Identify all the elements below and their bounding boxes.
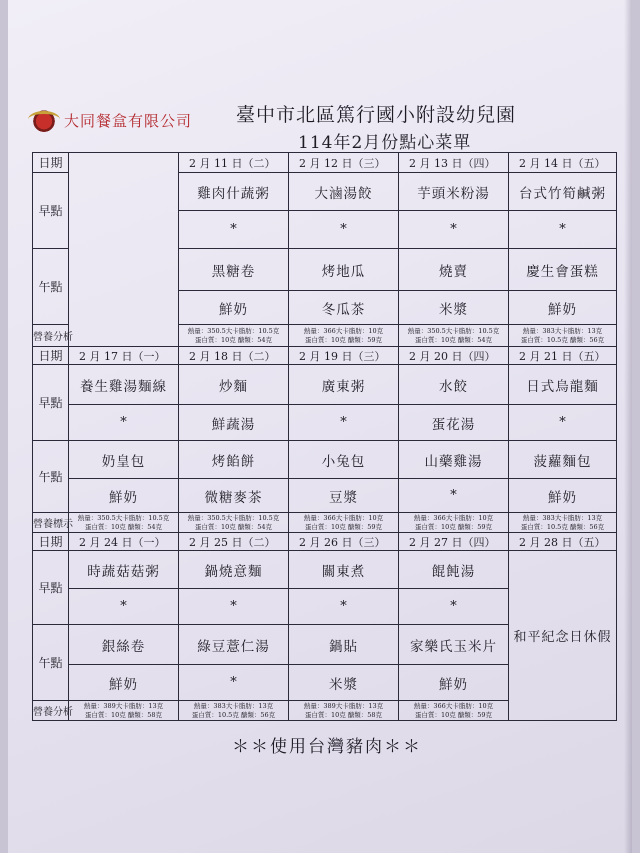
nutrition-line: 熱量：383大卡脂肪：13克 (522, 326, 603, 335)
week3-day4-nutrition (399, 701, 509, 721)
week3-day1-lunch: 銀絲卷 (69, 625, 179, 665)
week2-lunch-row2 (33, 479, 617, 513)
week2-day5-lunch: 菠蘿麵包 (509, 441, 617, 479)
nutrition-line: 蛋白質：10.5克 醣類：56克 (520, 522, 605, 531)
week3-day3-nutrition (289, 701, 399, 721)
nutrition-line: 蛋白質：10克 醣類：58克 (304, 710, 383, 719)
week3-day2-lunch: 綠豆薏仁湯 (179, 625, 289, 665)
week1-day2-breakfast: 雞肉什蔬粥 (179, 173, 289, 211)
week2-day3-nutrition (289, 513, 399, 533)
week3-day3-lunch: 鍋貼 (289, 625, 399, 665)
week2-breakfast-row2 (33, 405, 617, 441)
week1-day5-nutrition (509, 325, 617, 347)
week1-day2-nutrition (179, 325, 289, 347)
page-title: 臺中市北區篤行國小附設幼兒園 (236, 104, 517, 126)
week2-day4-breakfast-side: 蛋花湯 (399, 405, 509, 441)
nutrition-line: 熱量：383大卡脂肪：13克 (522, 513, 603, 522)
week2-day1-lunch: 奶皇包 (69, 441, 179, 479)
nutrition-label: 營養分析 (33, 325, 69, 347)
nutrition-line: 蛋白質：10克 醣類：54克 (414, 335, 493, 344)
week1-day4-breakfast-side: * (399, 211, 509, 249)
week3-day4-breakfast: 餛飩湯 (399, 551, 509, 589)
week3-day4-date: 2 月 27 日（四） (399, 533, 509, 551)
week2-day2-lunch: 烤餡餅 (179, 441, 289, 479)
nutrition-line: 蛋白質：10克 醣類：59克 (414, 710, 493, 719)
footer-note: ＊＊使用台灣豬肉＊＊ (232, 737, 422, 757)
breakfast-label: 早點 (33, 365, 69, 441)
week3-day1-drink: 鮮奶 (69, 665, 179, 701)
menu-sheet (8, 0, 632, 853)
nutrition-line: 熱量：350.5大卡脂肪：10.5克 (407, 326, 500, 335)
week1-day2-lunch: 黑糖卷 (179, 249, 289, 291)
week2-day1-breakfast: 養生雞湯麵線 (69, 365, 179, 405)
week3-day4-breakfast-side: * (399, 589, 509, 625)
week2-day3-breakfast: 廣東粥 (289, 365, 399, 405)
week1-day3-nutrition (289, 325, 399, 347)
week3-day1-breakfast-side: * (69, 589, 179, 625)
nutrition-line: 熱量：383大卡脂肪：13克 (193, 701, 274, 710)
nutrition-line: 蛋白質：10克 醣類：58克 (84, 710, 163, 719)
nutrition-label: 營養分析 (33, 701, 69, 721)
week2-day1-date: 2 月 17 日（一） (69, 347, 179, 365)
week2-day4-breakfast: 水餃 (399, 365, 509, 405)
week1-day5-date: 2 月 14 日（五） (509, 153, 617, 173)
week3-day2-nutrition (179, 701, 289, 721)
lunch-label: 午點 (33, 249, 69, 325)
week1-date-row (33, 153, 617, 173)
nutrition-line: 熱量：366大卡脂肪：10克 (303, 513, 384, 522)
week1-day5-breakfast: 台式竹筍鹹粥 (509, 173, 617, 211)
breakfast-label: 早點 (33, 551, 69, 625)
nutrition-line: 熱量：350.5大卡脂肪：10.5克 (187, 513, 280, 522)
week2-day1-nutrition (69, 513, 179, 533)
week1-blank-cell (69, 153, 179, 347)
week2-day5-breakfast-side: * (509, 405, 617, 441)
week1-day5-drink: 鮮奶 (509, 291, 617, 325)
nutrition-line: 熱量：350.5大卡脂肪：10.5克 (77, 513, 170, 522)
week1-day5-lunch: 慶生會蛋糕 (509, 249, 617, 291)
company-name: 大同餐盒有限公司 (64, 111, 193, 130)
week1-day2-breakfast-side: * (179, 211, 289, 249)
nutrition-line: 熱量：366大卡脂肪：10克 (303, 326, 384, 335)
breakfast-label: 早點 (33, 173, 69, 249)
lunch-label: 午點 (33, 625, 69, 701)
week3-day4-drink: 鮮奶 (399, 665, 509, 701)
week3-day3-date: 2 月 26 日（三） (289, 533, 399, 551)
week3-day1-nutrition (69, 701, 179, 721)
week2-day2-breakfast-side: 鮮蔬湯 (179, 405, 289, 441)
week2-day4-lunch: 山藥雞湯 (399, 441, 509, 479)
week2-day5-drink: 鮮奶 (509, 479, 617, 513)
week3-day2-breakfast-side: * (179, 589, 289, 625)
week2-day2-drink: 微糖麥茶 (179, 479, 289, 513)
holiday-notice: 和平紀念日休假 (509, 551, 617, 721)
week3-day1-date: 2 月 24 日（一） (69, 533, 179, 551)
week1-day3-lunch: 烤地瓜 (289, 249, 399, 291)
week1-day3-breakfast: 大滷湯餃 (289, 173, 399, 211)
date-label: 日期 (33, 533, 69, 551)
company-header (32, 108, 192, 132)
company-logo-icon (32, 108, 56, 132)
week2-breakfast-row1 (33, 365, 617, 405)
nutrition-line: 蛋白質：10克 醣類：59克 (304, 522, 383, 531)
week2-day3-lunch: 小兔包 (289, 441, 399, 479)
nutrition-line: 蛋白質：10克 醣類：59克 (414, 522, 493, 531)
week3-day3-breakfast: 關東煮 (289, 551, 399, 589)
week3-day5-date: 2 月 28 日（五） (509, 533, 617, 551)
week1-day3-drink: 冬瓜茶 (289, 291, 399, 325)
page-edge-shadow (624, 0, 632, 853)
week1-day4-drink: 米漿 (399, 291, 509, 325)
lunch-label: 午點 (33, 441, 69, 513)
week2-day4-date: 2 月 20 日（四） (399, 347, 509, 365)
week3-date-row (33, 533, 617, 551)
week3-day4-lunch: 家樂氏玉米片 (399, 625, 509, 665)
nutrition-line: 熱量：350.5大卡脂肪：10.5克 (187, 326, 280, 335)
week2-day2-date: 2 月 18 日（二） (179, 347, 289, 365)
week2-nutrition-row (33, 513, 617, 533)
week3-day2-breakfast: 鍋燒意麵 (179, 551, 289, 589)
week3-day3-breakfast-side: * (289, 589, 399, 625)
week1-day2-date: 2 月 11 日（二） (179, 153, 289, 173)
nutrition-line: 蛋白質：10克 醣類：59克 (304, 335, 383, 344)
week3-breakfast-row1 (33, 551, 617, 589)
nutrition-line: 蛋白質：10.5克 醣類：56克 (520, 335, 605, 344)
week2-day3-date: 2 月 19 日（三） (289, 347, 399, 365)
week2-day5-nutrition (509, 513, 617, 533)
week2-day5-date: 2 月 21 日（五） (509, 347, 617, 365)
week2-day4-drink: * (399, 479, 509, 513)
week3-day3-drink: 米漿 (289, 665, 399, 701)
nutrition-line: 蛋白質：10克 醣類：54克 (194, 522, 273, 531)
week1-day3-date: 2 月 12 日（三） (289, 153, 399, 173)
week3-day2-date: 2 月 25 日（二） (179, 533, 289, 551)
week1-day4-breakfast: 芋頭米粉湯 (399, 173, 509, 211)
week1-day5-breakfast-side: * (509, 211, 617, 249)
week2-day3-drink: 豆漿 (289, 479, 399, 513)
week2-date-row (33, 347, 617, 365)
week2-day2-nutrition (179, 513, 289, 533)
week3-day1-breakfast: 時蔬菇菇粥 (69, 551, 179, 589)
week2-day2-breakfast: 炒麵 (179, 365, 289, 405)
week1-day4-nutrition (399, 325, 509, 347)
date-label: 日期 (33, 347, 69, 365)
week2-lunch-row1 (33, 441, 617, 479)
week1-day4-date: 2 月 13 日（四） (399, 153, 509, 173)
nutrition-label: 營養標示 (33, 513, 69, 533)
week2-day1-drink: 鮮奶 (69, 479, 179, 513)
nutrition-line: 熱量：389大卡脂肪：13克 (303, 701, 384, 710)
nutrition-line: 蛋白質：10.5克 醣類：56克 (191, 710, 276, 719)
date-label: 日期 (33, 153, 69, 173)
week1-day2-drink: 鮮奶 (179, 291, 289, 325)
week2-day4-nutrition (399, 513, 509, 533)
week2-day3-breakfast-side: * (289, 405, 399, 441)
nutrition-line: 熱量：389大卡脂肪：13克 (83, 701, 164, 710)
nutrition-line: 熱量：366大卡脂肪：10克 (413, 513, 494, 522)
week2-day1-breakfast-side: * (69, 405, 179, 441)
snack-menu-table (32, 152, 617, 721)
week1-day4-lunch: 燒賣 (399, 249, 509, 291)
nutrition-line: 熱量：366大卡脂肪：10克 (413, 701, 494, 710)
nutrition-line: 蛋白質：10克 醣類：54克 (84, 522, 163, 531)
nutrition-line: 蛋白質：10克 醣類：54克 (194, 335, 273, 344)
week3-day2-drink: * (179, 665, 289, 701)
week1-day3-breakfast-side: * (289, 211, 399, 249)
page-subtitle: 114年2月份點心菜單 (298, 133, 472, 153)
week2-day5-breakfast: 日式烏龍麵 (509, 365, 617, 405)
